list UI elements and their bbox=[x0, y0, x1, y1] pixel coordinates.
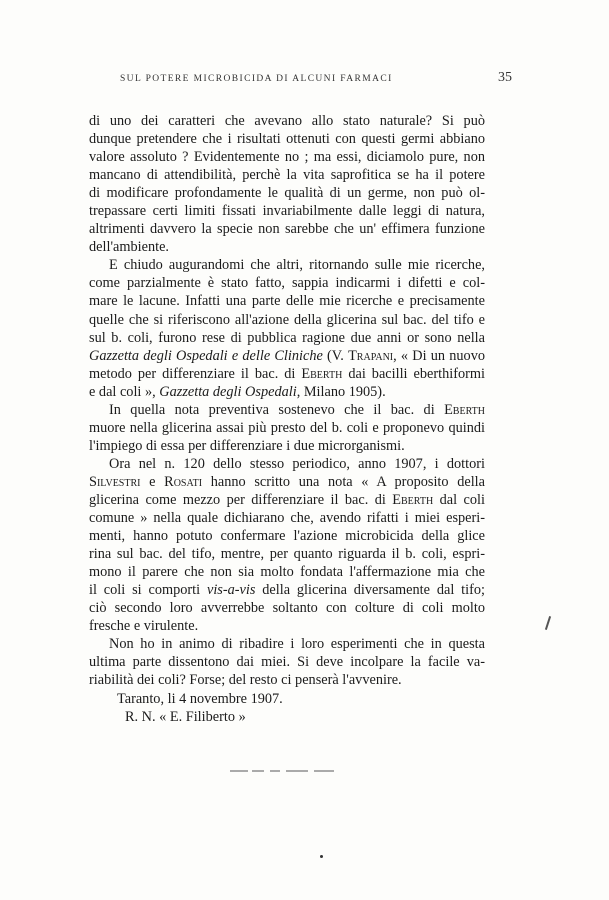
author-name: Eberth bbox=[301, 365, 343, 382]
text-line: l'impiego di essa per differenziare i due microrganismi. bbox=[89, 437, 405, 454]
text-line: ultima parte dissentono dai miei. Si deve incolpare la facile va- bbox=[89, 654, 485, 671]
journal-title: Gazzetta degli Ospedali bbox=[159, 383, 297, 400]
text-span: glicerina come mezzo per differenziare il bac. di bbox=[89, 491, 393, 508]
dateline: Taranto, li 4 novembre 1907. bbox=[117, 690, 283, 707]
text-line bbox=[89, 383, 485, 401]
text-line: menti, hanno potuto confermare l'azione microbicida della glice bbox=[89, 528, 485, 545]
text-span: dal coli bbox=[433, 491, 485, 508]
body-text bbox=[89, 112, 485, 726]
text-line bbox=[89, 347, 485, 365]
text-span: , Milano 1905). bbox=[296, 383, 386, 400]
text-span: e dal coli », bbox=[89, 383, 160, 400]
text-line: trepassare certi limiti fissati invariabilmente dalle leggi di natura, bbox=[89, 203, 485, 220]
text-line: rina sul bac. del tifo, mentre, per quanto riguarda il b. coli, espri- bbox=[89, 546, 485, 563]
text-line bbox=[89, 581, 485, 599]
text-line: di uno dei caratteri che avevano allo stato naturale? Si può bbox=[89, 113, 485, 129]
text-span: hanno scritto una nota « A proposito della bbox=[202, 473, 485, 490]
text-span: e bbox=[140, 473, 165, 490]
page-number: 35 bbox=[498, 70, 512, 85]
ink-speck bbox=[320, 855, 323, 858]
decorative-rule bbox=[230, 770, 334, 774]
text-span: dai bacilli eberthiformi bbox=[342, 365, 485, 382]
signature: R. N. « E. Filiberto » bbox=[125, 708, 246, 725]
text-line: comune » nella quale dichiarano che, avendo rifatti i miei esperi- bbox=[89, 510, 485, 527]
text-line: altrimenti davvero la specie non sarebbe che un' effimera funzione bbox=[89, 221, 485, 238]
text-line: muore nella glicerina assai più presto del b. coli e proponevo quindi bbox=[89, 419, 485, 436]
author-name: Eberth bbox=[392, 491, 434, 508]
author-name: Rosati bbox=[164, 473, 203, 490]
text-line: ciò secondo loro avverrebbe soltanto con colture di coli molto bbox=[89, 600, 485, 617]
paragraph-start: Non ho in animo di ribadire i loro esperimenti che in questa bbox=[109, 636, 485, 653]
text-line: riabilità dei coli? Forse; del resto ci penserà l'avvenire. bbox=[89, 672, 402, 689]
text-span: , « Di un nuovo bbox=[393, 347, 485, 364]
text-line bbox=[89, 473, 485, 491]
text-line: mono il parere che non sia molto fondata l'affermazione mia che bbox=[89, 564, 485, 581]
italic-phrase: vis-a-vis bbox=[206, 582, 256, 599]
text-span: della glicerina diversamente dal tifo; bbox=[255, 582, 485, 599]
author-name: Silvestri bbox=[89, 473, 141, 490]
text-line: dunque pretendere che i risultati ottenuti con questi germi abbiano bbox=[89, 131, 485, 148]
text-span: In quella nota preventiva sostenevo che il bac. di bbox=[109, 401, 445, 418]
author-name: Trapani bbox=[348, 347, 394, 364]
paragraph-start bbox=[89, 401, 485, 419]
text-line: valore assoluto ? Evidentemente no ; ma essi, diciamolo pure, non bbox=[89, 149, 485, 166]
running-title: SUL POTERE MICROBICIDA DI ALCUNI FARMACI bbox=[120, 74, 393, 84]
author-name: Eberth bbox=[444, 401, 485, 418]
text-span: (V. bbox=[322, 347, 349, 364]
text-span: metodo per differenziare il bac. di bbox=[89, 365, 302, 382]
text-line: dell'ambiente. bbox=[89, 239, 169, 256]
paragraph-start: Ora nel n. 120 dello stesso periodico, anno 1907, i dottori bbox=[109, 455, 485, 472]
running-head bbox=[90, 70, 510, 90]
text-line bbox=[89, 491, 485, 509]
journal-title: Gazzetta degli Ospedali e delle Cliniche bbox=[89, 347, 323, 364]
text-line: mare le lacune. Infatti una parte delle mie ricerche e precisamente bbox=[89, 293, 485, 310]
text-line: mancano di attendibilità, perchè la vita saprofitica se ha il potere bbox=[89, 167, 485, 184]
text-line: fresche e virulente. bbox=[89, 618, 199, 635]
text-span: il coli si comporti bbox=[89, 582, 207, 599]
text-line: come parzialmente è stato fatto, sappia indicarmi i difetti e col- bbox=[89, 275, 485, 292]
text-line: di modificare profondamente le qualità di un germe, non può ol- bbox=[89, 185, 485, 202]
text-line: quelle che si riferiscono all'azione della glicerina sul bac. del tifo e bbox=[89, 311, 485, 328]
margin-mark bbox=[545, 616, 551, 630]
paragraph-start: E chiudo augurandomi che altri, ritornando sulle mie ricerche, bbox=[109, 257, 485, 274]
text-line: sul b. coli, furono rese di pubblica ragione due anni or sono nella bbox=[89, 329, 485, 346]
text-line bbox=[89, 365, 485, 383]
